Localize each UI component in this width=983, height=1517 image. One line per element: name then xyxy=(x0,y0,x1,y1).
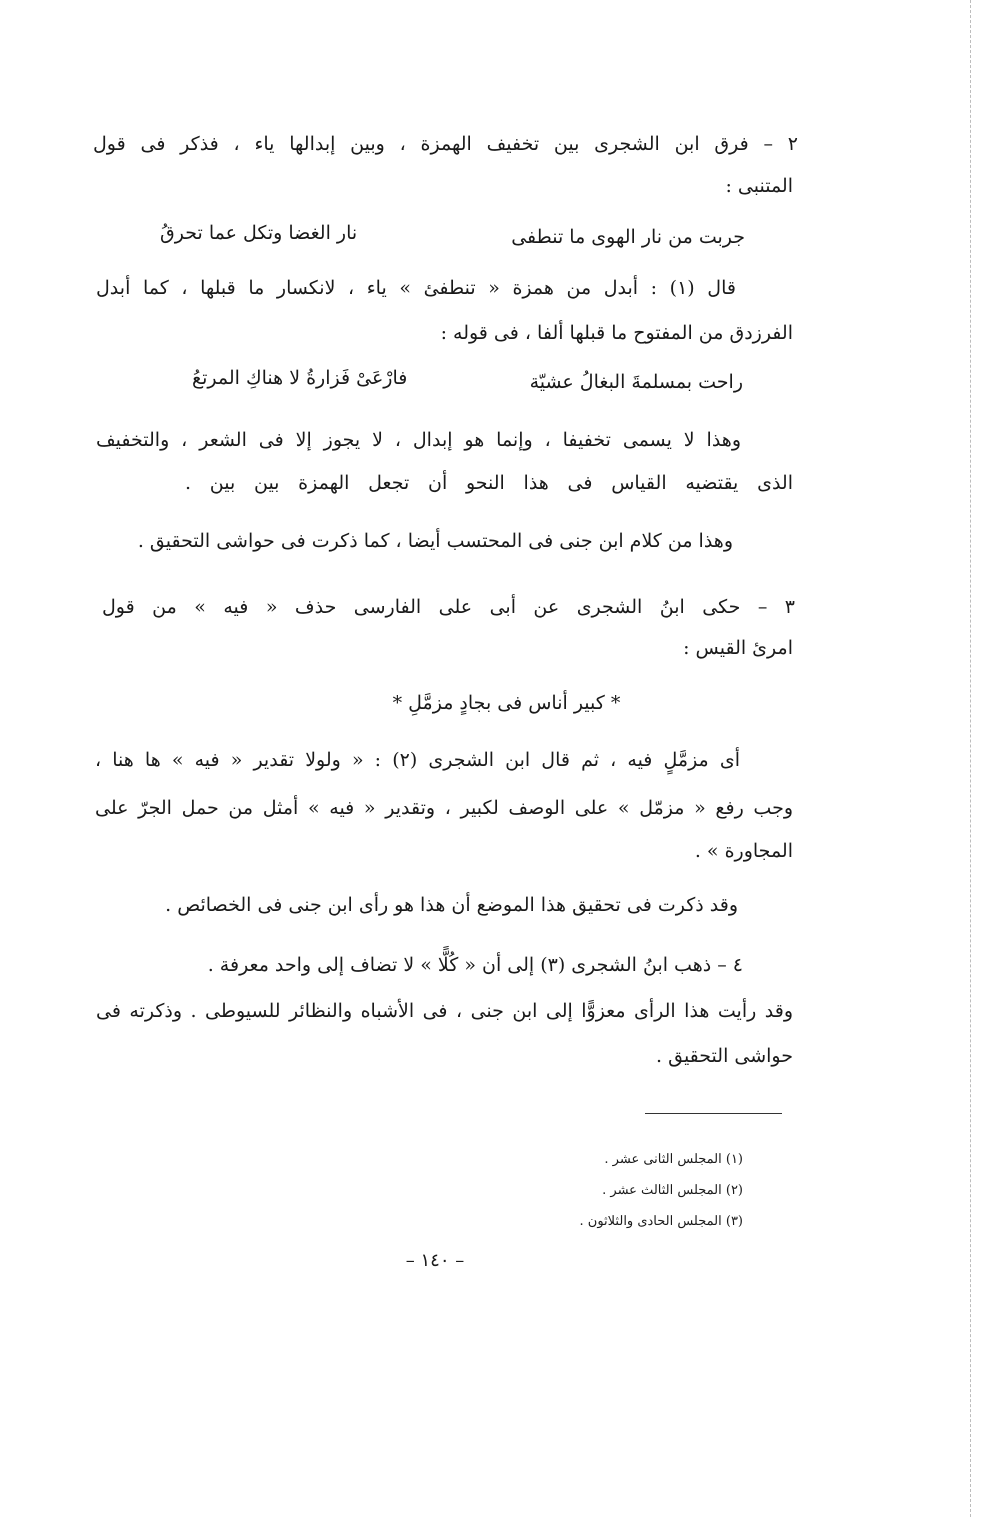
footnote-3: (٣) المجلس الحادى والثلاثون . xyxy=(579,1214,743,1229)
footnote-separator xyxy=(645,1113,782,1114)
quote-2-line-1: أى مزمَّلٍ فيه ، ثم قال ابن الشجرى (٢) : « ولولا تقدير « فيه » ها هنا ، xyxy=(95,749,740,771)
verse-1-second-hemistich: نار الغضا وتكل عما تحرقُ xyxy=(160,222,358,244)
quote-1-line-1: قال (١) : أبدل من همزة « تنطفئ » ياء ، لانكسار ما قبلها ، كما أبدل xyxy=(96,277,736,299)
comment-1-line-2: الذى يقتضيه القياس فى هذا النحو أن تجعل الهمزة بين بين . xyxy=(185,472,793,494)
quote-1-line-2: الفرزدق من المفتوح ما قبلها ألفا ، فى قوله : xyxy=(440,322,793,344)
paragraph-3-line-2: امرئ القيس : xyxy=(683,637,793,659)
verse-2-second-hemistich: فارْعَىْ فَزارةُ لا هناكِ المرتعُ xyxy=(192,367,408,389)
footnote-2: (٢) المجلس الثالث عشر . xyxy=(602,1183,743,1198)
comment-2-line-1: وهذا من كلام ابن جنى فى المحتسب أيضا ، كما ذكرت فى حواشى التحقيق . xyxy=(137,530,733,552)
paragraph-2-line-1: ٢ – فرق ابن الشجرى بين تخفيف الهمزة ، وبين إبدالها ياء ، فذكر فى قول xyxy=(93,133,798,155)
comment-1-line-1: وهذا لا يسمى تخفيفا ، وإنما هو إبدال ، لا يجوز إلا فى الشعر ، والتخفيف xyxy=(96,429,742,451)
paragraph-2-line-2: المتنبى : xyxy=(725,175,793,197)
verse-1-first-hemistich: جربت من نار الهوى ما تنطفى xyxy=(511,226,745,248)
page-number: – ١٤٠ – xyxy=(405,1250,465,1271)
verse-3: * كبير أناس فى بجادٍ مزمَّلِ * xyxy=(392,692,621,714)
comment-3-line-1: وقد ذكرت فى تحقيق هذا الموضع أن هذا هو رأى ابن جنى فى الخصائص . xyxy=(165,894,738,916)
footnote-1: (١) المجلس الثانى عشر . xyxy=(604,1152,743,1167)
quote-2-line-3: المجاورة » . xyxy=(694,840,793,862)
paragraph-4-line-3: حواشى التحقيق . xyxy=(656,1045,793,1067)
paragraph-4-line-1: ٤ – ذهب ابنُ الشجرى (٣) إلى أن « كُلًّا » لا تضاف إلى واحد معرفة . xyxy=(207,954,743,976)
paragraph-4-line-2: وقد رأيت هذا الرأى معزوًّا إلى ابن جنى ، فى الأشباه والنظائر للسيوطى . وذكرته فى xyxy=(96,1000,793,1022)
scan-edge-line xyxy=(969,0,971,1517)
quote-2-line-2: وجب رفع « مزمّل » على الوصف لكبير ، وتقدير « فيه » أمثل من حمل الجرّ على xyxy=(95,797,793,819)
paragraph-3-line-1: ٣ – حكى ابنُ الشجرى عن أبى على الفارسى حذف « فيه » من قول xyxy=(102,596,795,618)
verse-2-first-hemistich: راحت بمسلمةَ البغالُ عشيّة xyxy=(529,371,743,393)
